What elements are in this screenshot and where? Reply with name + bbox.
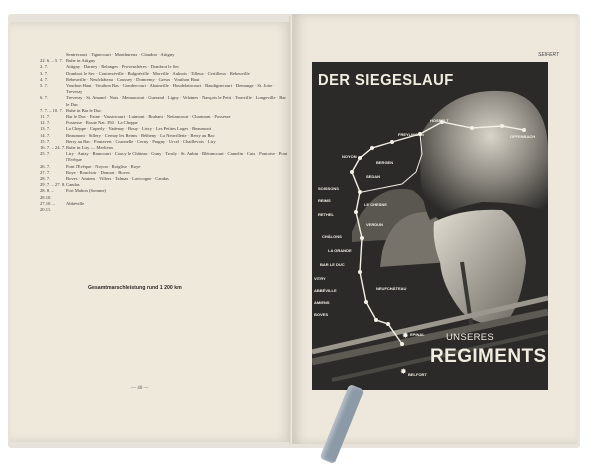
town-label: AMIENS xyxy=(314,300,330,305)
itinerary-text: Attigny · Darney · Relanges · Provenchères · Dombrot le Sec xyxy=(66,64,180,70)
itinerary-text: Boves · Amiens · Villers · Talmas · Lavicogne · Candas xyxy=(66,176,169,182)
left-page xyxy=(10,22,292,442)
itinerary-date: 22. 6. – 5. 7. xyxy=(40,58,63,64)
itinerary-text: Bar le Duc · Faine · Vassincourt · Laimont · Brabant · Nettancourt · Charmont · Possesse xyxy=(66,114,231,120)
town-label: NEUFCHÂTEAU xyxy=(376,286,407,291)
main-helmet xyxy=(420,91,548,220)
itinerary-text: Ruhe in Liry — Merlieux xyxy=(66,145,114,151)
itinerary-date: 28. 8. – 28.10. xyxy=(40,188,54,200)
artist-signature: SEIFERT xyxy=(538,52,560,58)
itinerary-date: 28. 7. xyxy=(40,176,51,182)
itinerary-list xyxy=(40,52,290,213)
town-label: VERDUN xyxy=(366,222,383,227)
itinerary-date: 27.10. – 20.11. xyxy=(40,200,55,213)
itinerary-text: Fort Mahon (Somme) xyxy=(66,188,107,194)
itinerary-date: 13. 7. xyxy=(40,126,51,132)
itinerary-date: 29. 7. – 27. 8. xyxy=(40,182,66,188)
itinerary-text: Berry au Bac · Pontavert · Craonelle · Cerny · Pargny · Urcel · Chaillevois · Liry xyxy=(66,138,216,144)
itinerary-date: 16. 7. – 24. 7. xyxy=(40,145,66,151)
town-label: BELFORT xyxy=(408,372,427,377)
itinerary-text: Vouthon Haut · Vouthon Bas · Gondrecourt · Abainville · Houdelaincourt · Baudignecourt · Demange · St. Joire · Treveray xyxy=(66,83,276,95)
town-label: BERGEN xyxy=(376,160,394,165)
itinerary-row xyxy=(40,151,290,163)
itinerary-text: Possesse · Route Nat. 394 · La Cheppe xyxy=(66,120,138,126)
town-label: REIMS xyxy=(318,198,331,203)
itinerary-date: 3. 7. xyxy=(40,70,49,76)
itinerary-row xyxy=(40,95,290,107)
itinerary-text: Rebeuville · Neufchâteau · Coussey · Domremy · Greux · Vouthon Haut xyxy=(66,76,200,82)
poster-illustration xyxy=(312,62,548,390)
itinerary-text: Treveray · St. Amand · Naix · Menaucourt · Guerand · Ligny · Velaines · Nançois le Petit · Tronville · Longeville · Bar le Duc xyxy=(66,95,286,107)
poster-artwork xyxy=(312,62,548,390)
town-label: BAR LE DUC xyxy=(320,262,345,267)
town-label: HOSPELT xyxy=(430,118,449,123)
itinerary-date: 27. 7. xyxy=(40,169,51,175)
page-number: — 46 — xyxy=(131,386,149,391)
poster-subtitle-small: UNSERES xyxy=(446,332,495,343)
itinerary-date: 11. 7. xyxy=(40,114,51,120)
town-label: ABBÉVILLE xyxy=(314,288,337,293)
star-icon: ✸ xyxy=(402,331,409,340)
poster-subtitle-large: REGIMENTS xyxy=(430,346,547,367)
rifle-barrel xyxy=(312,298,548,352)
town-label: NOYON xyxy=(342,154,357,159)
itinerary-date: 26. 7. xyxy=(40,163,51,169)
itinerary-text: Ruhe in Bar le Duc xyxy=(66,107,102,113)
town-label: SEDAN xyxy=(366,174,381,179)
town-label: LE CHESNE xyxy=(364,202,387,207)
itinerary-date: 25. 7. xyxy=(40,151,51,157)
itinerary-row xyxy=(40,188,290,200)
itinerary-row xyxy=(40,83,290,95)
itinerary-text: Candas xyxy=(66,182,80,188)
itinerary-date: 4. 7. xyxy=(40,76,49,82)
itinerary-text: Pont l'Evêque · Noyon · Roiglise · Roye xyxy=(66,163,141,169)
itinerary-text: Abbéville xyxy=(66,200,85,206)
itinerary-date: 6. 7. xyxy=(40,95,49,101)
itinerary-date: 12. 7. xyxy=(40,120,51,126)
town-label: EPINAL xyxy=(410,332,425,337)
itinerary-date: 15. 7. xyxy=(40,138,51,144)
town-label: VITRY xyxy=(314,276,326,281)
itinerary-text: Ruhe in Attigny xyxy=(66,58,96,64)
town-label: FREYLINGEN xyxy=(398,132,424,137)
itinerary-date: 14. 7. xyxy=(40,132,51,138)
town-label: RETHEL xyxy=(318,212,334,217)
itinerary-text: Beaumont · Sillery · Cernay les Reims · Bétheny · La Neuvillette · Berry au Bac xyxy=(66,132,215,138)
itinerary-text: La Cheppe · Cuperly · Vadenay · Bouy · Livry · Les Petites Loges · Beaumont xyxy=(66,126,211,132)
itinerary-text: Roye · Bouchoir · Domart · Boves xyxy=(66,169,130,175)
star-icon-2: ✸ xyxy=(400,367,407,376)
town-label: CHÂLONS xyxy=(322,234,342,239)
town-label: SOISSONS xyxy=(318,186,339,191)
itinerary-date: 2. 7. xyxy=(40,64,49,70)
itinerary-text: Liry · Anizy · Brancourt · Coucy le Château · Guny · Trosly · St. Aubin · Blérancourt · Camelin · Cuts · Pontoise · Pont l'Evêque xyxy=(66,151,288,163)
town-label: BOVES xyxy=(314,312,329,317)
town-label: LA GRANDE xyxy=(328,248,352,253)
itinerary-text: Sentrecourt · Tignecourt · Monthureux · Claudon · Attigny xyxy=(66,52,175,57)
itinerary-text: Dombrot le Sec · Contrexéville · Bulgnéville · Morville · Aulnois · Tilleux · Certilleux · Rebeuville xyxy=(66,70,250,76)
town-label: OFFENBACH xyxy=(510,134,536,139)
itinerary-date: 7. 7. – 10. 7. xyxy=(40,107,63,113)
total-distance: Gesamtmarschleistung rund 1 200 km xyxy=(88,285,182,291)
itinerary-date: 5. 7. xyxy=(40,83,49,89)
itinerary-row xyxy=(40,201,290,213)
poster-title: DER SIEGESLAUF xyxy=(318,72,454,89)
